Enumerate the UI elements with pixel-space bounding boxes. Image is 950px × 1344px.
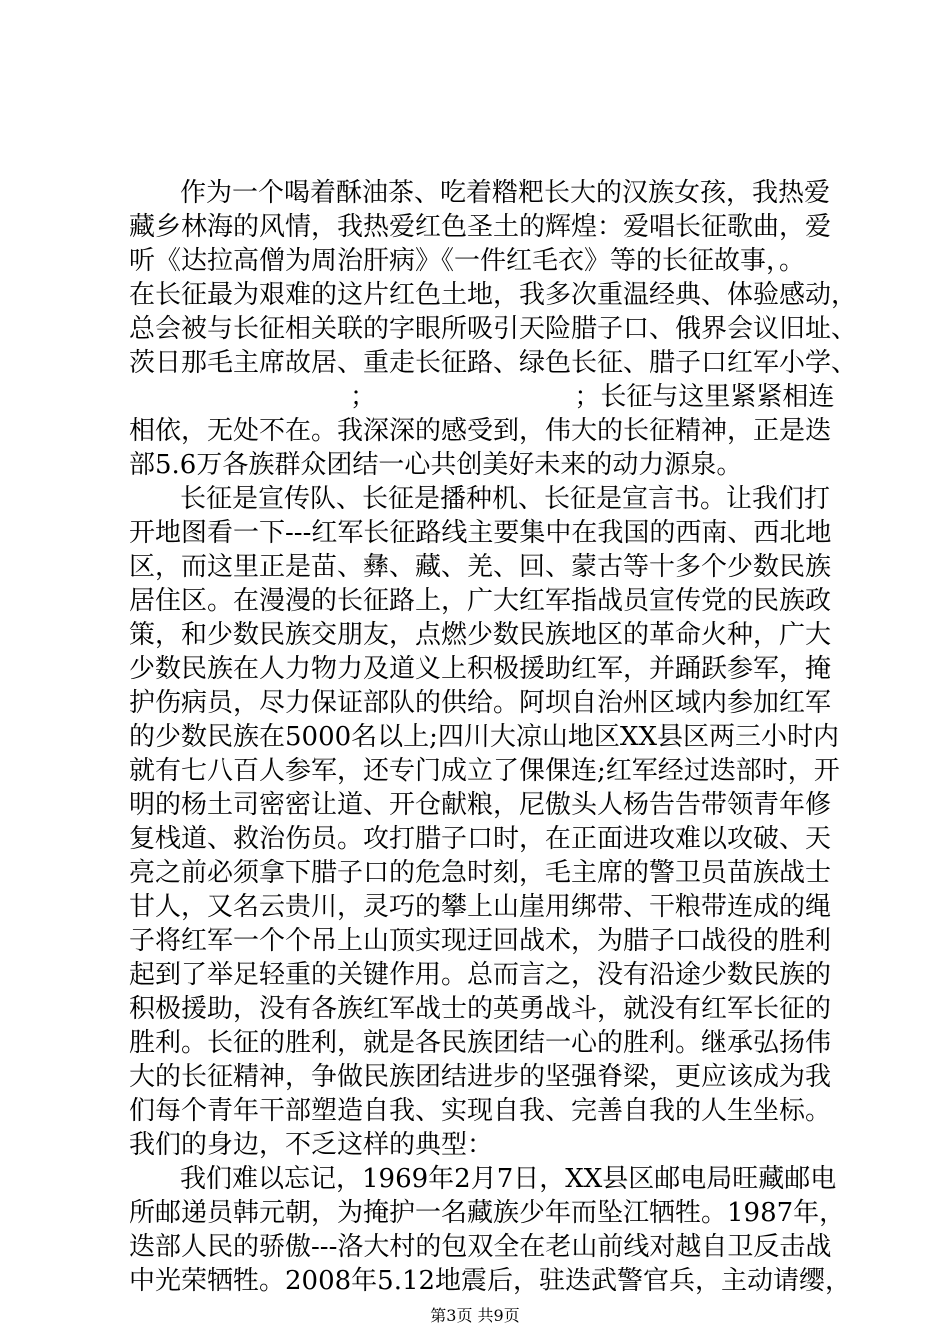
paragraph-line: 长征是宣传队、长征是播种机、长征是宣言书。让我们打 <box>180 484 831 514</box>
paragraph-line: 所邮递员韩元朝，为掩护一名藏族少年而坠江牺牲。1987年， <box>129 1198 846 1228</box>
paragraph-line: 部5.6万各族群众团结一心共创美好未来的动力源泉。 <box>129 450 743 480</box>
paragraph-line: 我们的身边，不乏这样的典型： <box>129 1130 494 1160</box>
paragraph-line: 复栈道、救治伤员。攻打腊子口时，在正面进攻难以攻破、天 <box>129 824 832 854</box>
paragraph-line: 大的长征精神，争做民族团结进步的坚强脊梁，更应该成为我 <box>129 1062 832 1092</box>
paragraph-line: 们每个青年干部塑造自我、实现自我、完善自我的人生坐标。 <box>129 1096 832 1126</box>
paragraph-line: 的少数民族在5000名以上;四川大凉山地区XX县区两三小时内 <box>129 722 839 752</box>
paragraph-line: 居住区。在漫漫的长征路上，广大红军指战员宣传党的民族政 <box>129 586 832 616</box>
paragraph-line: 少数民族在人力物力及道义上积极援助红军，并踊跃参军，掩 <box>129 654 832 684</box>
paragraph-line: ； ；长征与这里紧紧相连 <box>350 382 835 412</box>
paragraph-line: 听《达拉高僧为周治肝病》《一件红毛衣》等的长征故事，。 <box>129 246 806 276</box>
page-footer: 第3页 共9页 <box>430 1306 520 1325</box>
paragraph-line: 开地图看一下---红军长征路线主要集中在我国的西南、西北地 <box>129 518 832 548</box>
paragraph-line: 总会被与长征相关联的字眼所吸引天险腊子口、俄界会议旧址、 <box>129 314 858 344</box>
paragraph-line: 就有七八百人参军，还专门成立了倮倮连;红军经过迭部时，开 <box>129 756 840 786</box>
paragraph-line: 亮之前必须拿下腊子口的危急时刻，毛主席的警卫员苗族战士 <box>129 858 832 888</box>
paragraph-line: 作为一个喝着酥油茶、吃着糌粑长大的汉族女孩，我热爱 <box>180 178 831 208</box>
paragraph-line: 迭部人民的骄傲---洛大村的包双全在老山前线对越自卫反击战 <box>129 1232 832 1262</box>
paragraph-line: 起到了举足轻重的关键作用。总而言之，没有沿途少数民族的 <box>129 960 832 990</box>
paragraph-line: 在长征最为艰难的这片红色土地，我多次重温经典、体验感动， <box>129 280 858 310</box>
paragraph-line: 我们难以忘记，1969年2月7日，XX县区邮电局旺藏邮电 <box>180 1164 837 1194</box>
paragraph-line: 藏乡林海的风情，我热爱红色圣土的辉煌：爱唱长征歌曲，爱 <box>129 212 832 242</box>
paragraph-line: 茨日那毛主席故居、重走长征路、绿色长征、腊子口红军小学、 <box>129 348 858 378</box>
paragraph-line: 策，和少数民族交朋友，点燃少数民族地区的革命火种，广大 <box>129 620 832 650</box>
paragraph-line: 甘人，又名云贵川，灵巧的攀上山崖用绑带、干粮带连成的绳 <box>129 892 832 922</box>
paragraph-line: 积极援助，没有各族红军战士的英勇战斗，就没有红军长征的 <box>129 994 832 1024</box>
paragraph-line: 护伤病员，尽力保证部队的供给。阿坝自治州区域内参加红军 <box>129 688 832 718</box>
paragraph-line: 明的杨土司密密让道、开仓献粮，尼傲头人杨告告带领青年修 <box>129 790 832 820</box>
paragraph-line: 相依，无处不在。我深深的感受到，伟大的长征精神，正是迭 <box>129 416 832 446</box>
paragraph-line: 胜利。长征的胜利，就是各民族团结一心的胜利。继承弘扬伟 <box>129 1028 832 1058</box>
paragraph-line: 中光荣牺牲。2008年5.12地震后，驻迭武警官兵，主动请缨， <box>129 1266 852 1296</box>
paragraph-line: 子将红军一个个吊上山顶实现迂回战术，为腊子口战役的胜利 <box>129 926 832 956</box>
paragraph-line: 区，而这里正是苗、彝、藏、羌、回、蒙古等十多个少数民族 <box>129 552 832 582</box>
